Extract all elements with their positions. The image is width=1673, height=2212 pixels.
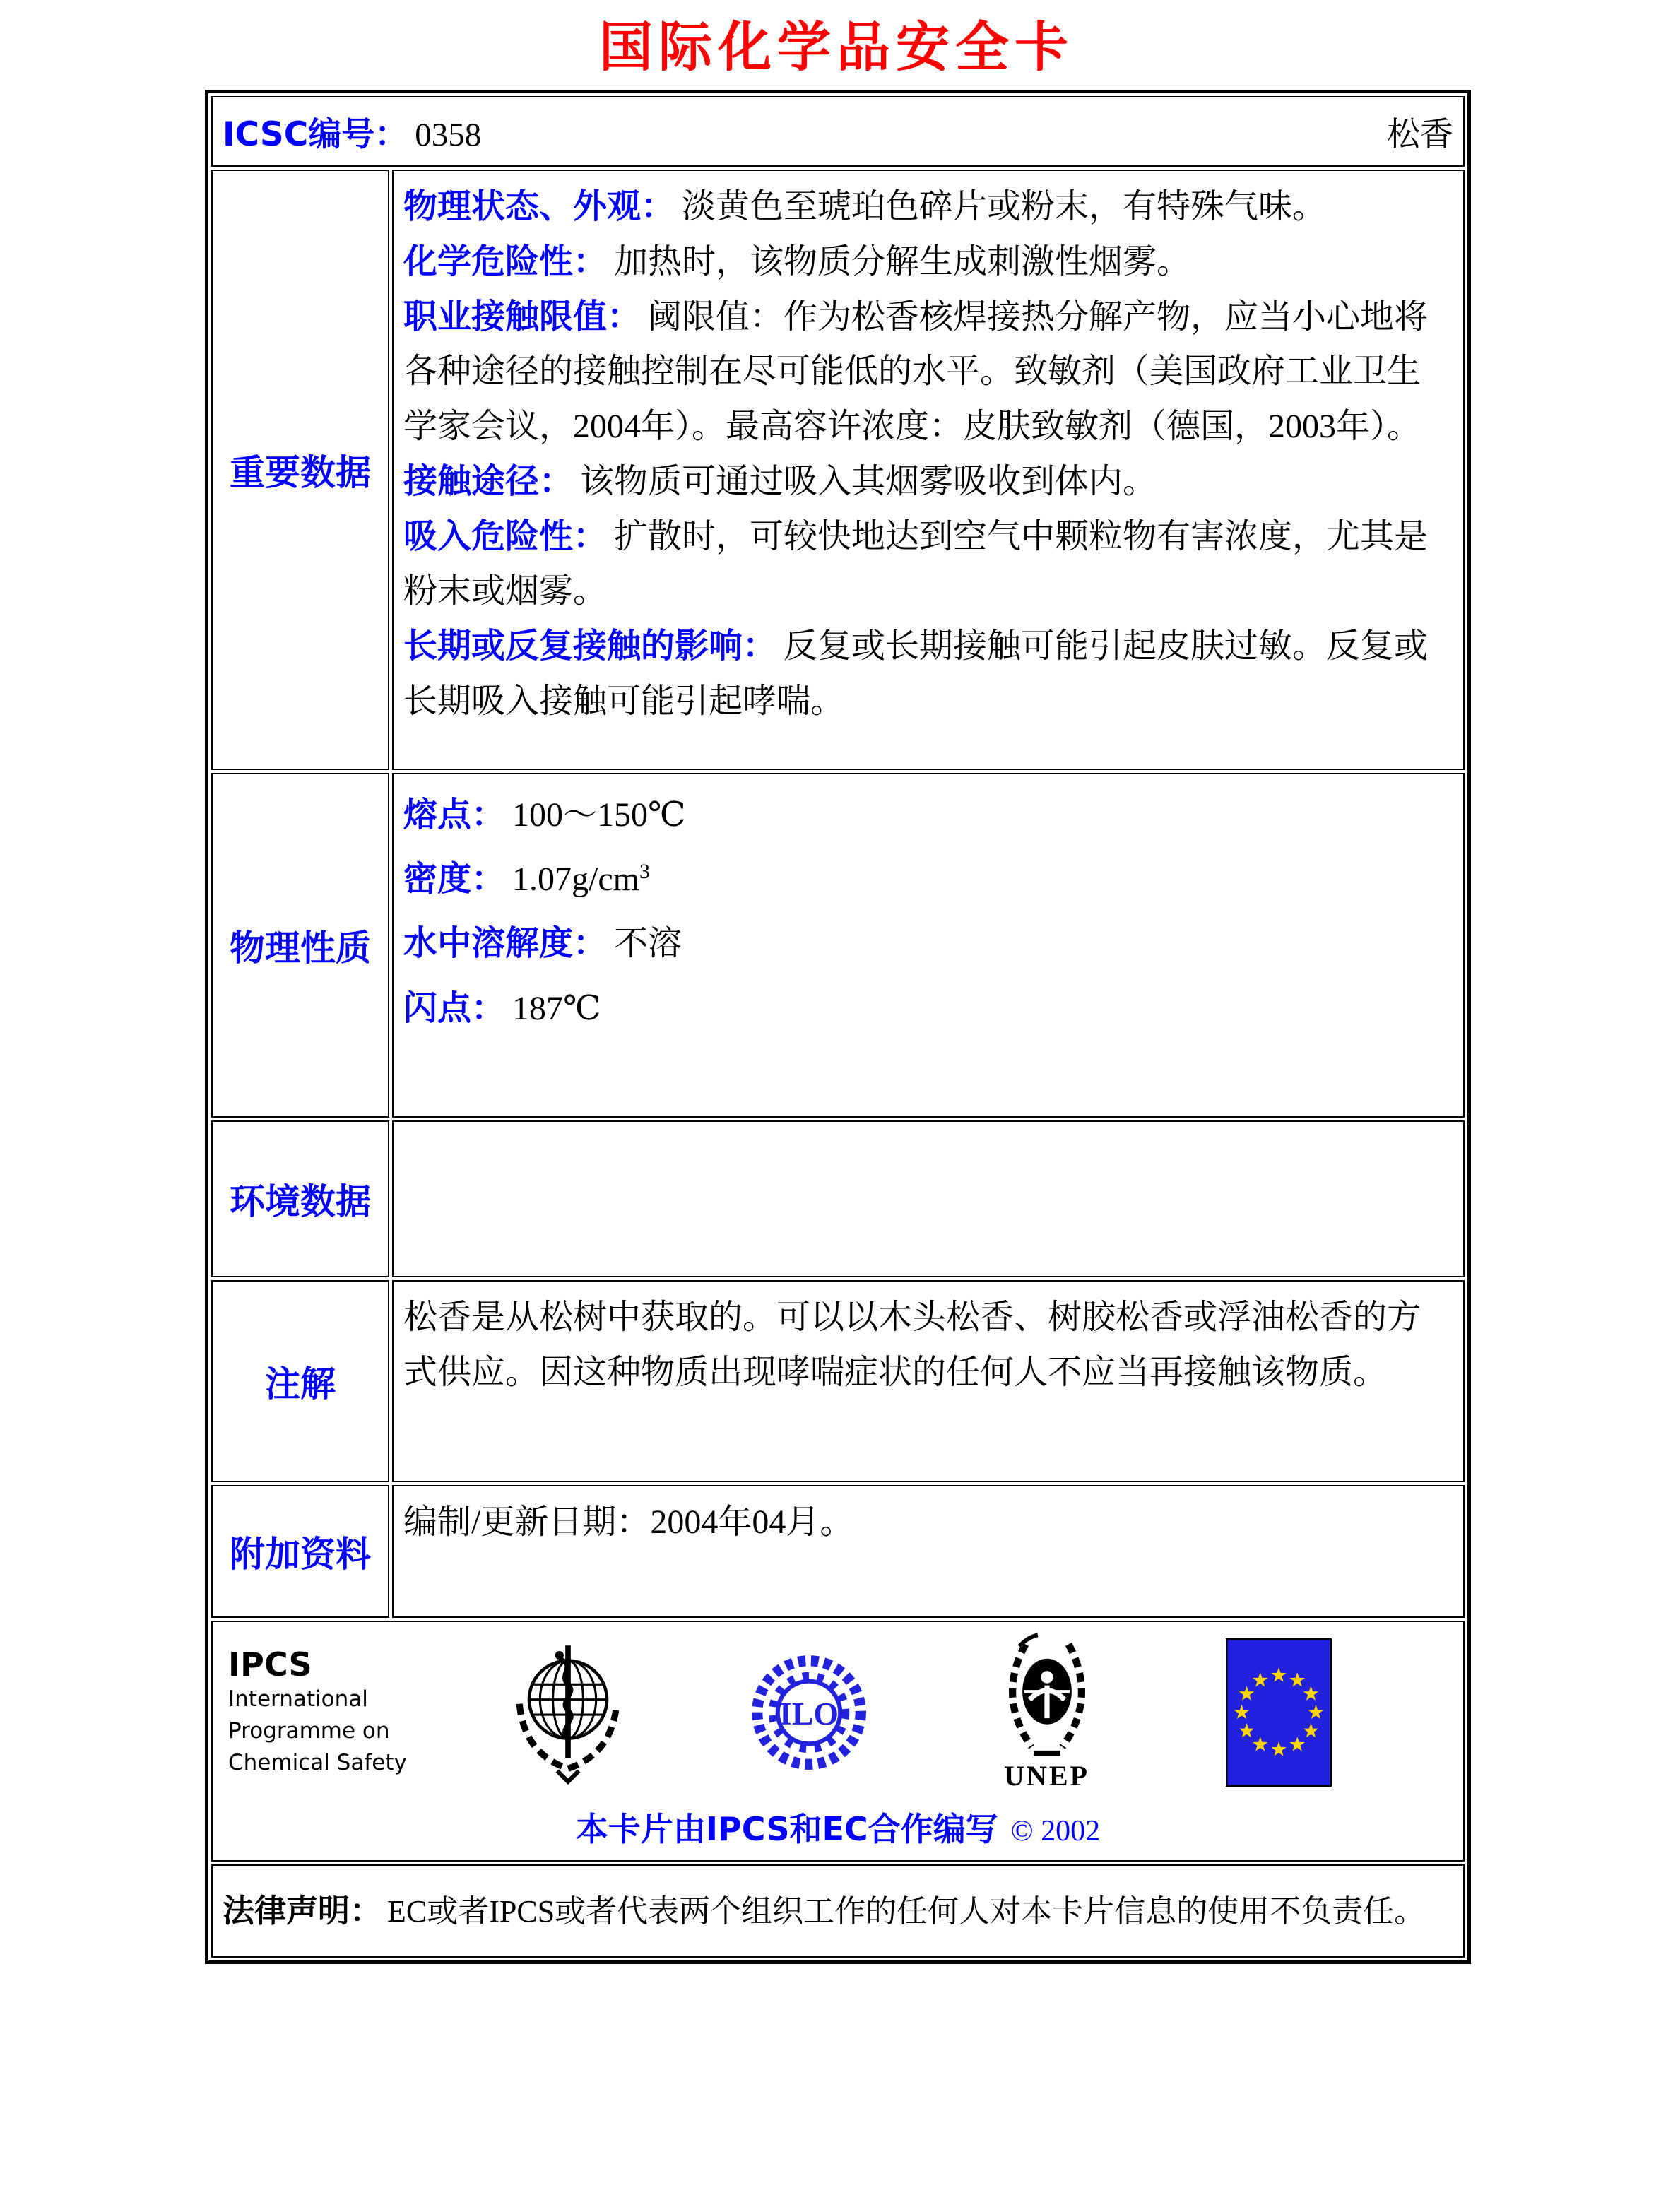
long-term-effects-paragraph xyxy=(403,619,1453,729)
ipcs-acronym: IPCS xyxy=(228,1645,312,1684)
ilo-letters: ILO xyxy=(779,1695,839,1732)
additional-info-row xyxy=(211,1485,1465,1618)
eu-flag-box xyxy=(1226,1638,1332,1787)
exposure-route-label: 接触途径： xyxy=(403,461,574,501)
important-data-content xyxy=(392,170,1465,770)
icsc-number-label: ICSC编号： xyxy=(223,114,408,154)
long-term-effects-text: 反复或长期接触可能引起皮肤过敏。反复或长期吸入接触可能引起哮喘。 xyxy=(403,627,1429,720)
legal-text: EC或者IPCS或者代表两个组织工作的任何人对本卡片信息的使用不负责任。 xyxy=(387,1894,1426,1929)
ipcs-line-2: Programme on xyxy=(228,1718,390,1744)
ipcs-block xyxy=(220,1645,447,1779)
ipcs-line-3: Chemical Safety xyxy=(228,1749,407,1775)
important-data-row-label: 重要数据 xyxy=(211,170,389,770)
density-label: 密度： xyxy=(403,859,506,899)
who-logo-box xyxy=(509,1633,627,1792)
exposure-route-text: 该物质可通过吸入其烟雾吸收到体内。 xyxy=(580,462,1157,500)
exposure-limit-label: 职业接触限值： xyxy=(403,296,642,336)
chemical-danger-text: 加热时，该物质分解生成刺激性烟雾。 xyxy=(614,242,1191,280)
important-data-row xyxy=(211,170,1465,770)
additional-info-row-label: 附加资料 xyxy=(211,1485,389,1618)
organizations-strip xyxy=(220,1632,1456,1792)
chemical-danger-label: 化学危险性： xyxy=(403,241,608,281)
organizations-cell xyxy=(211,1621,1465,1862)
icsc-number-value: 0358 xyxy=(415,116,482,153)
density-line xyxy=(403,847,1453,911)
credit-text: 本卡片由IPCS和EC合作编写 xyxy=(575,1810,998,1848)
physical-properties-content xyxy=(392,773,1465,1118)
organizations-row xyxy=(211,1621,1465,1862)
inhalation-risk-paragraph xyxy=(403,509,1453,620)
physical-properties-row xyxy=(211,773,1465,1118)
environment-data-row-label: 环境数据 xyxy=(211,1120,389,1277)
icsc-card-table xyxy=(205,90,1471,1964)
logo-strip xyxy=(447,1632,1456,1792)
exposure-limit-paragraph xyxy=(403,290,1453,454)
inhalation-risk-label: 吸入危险性： xyxy=(403,516,608,556)
exposure-limit-text: 阈限值：作为松香核焊接热分解产物，应当小心地将各种途径的接触控制在尽可能低的水平。致敏剂（美国政府工业卫生学家会议，2004年）。最高容许浓度：皮肤致敏剂（德国，2003年）。 xyxy=(403,297,1429,445)
substance-name: 松香 xyxy=(1387,116,1453,153)
notes-content: 松香是从松树中获取的。可以以木头松香、树胶松香或浮油松香的方式供应。因这种物质出现哮喘症状的任何人不应当再接触该物质。 xyxy=(392,1280,1465,1482)
flash-point-label: 闪点： xyxy=(403,988,506,1028)
unep-logo-box xyxy=(991,1632,1104,1792)
exposure-route-paragraph xyxy=(403,454,1453,509)
water-solubility-value: 不溶 xyxy=(614,925,682,963)
legal-label: 法律声明： xyxy=(223,1892,382,1929)
physical-state-text: 淡黄色至琥珀色碎片或粉末，有特殊气味。 xyxy=(682,188,1327,225)
ilo-logo-box xyxy=(750,1637,868,1788)
header-row xyxy=(211,96,1465,167)
flash-point-line xyxy=(403,976,1453,1041)
physical-state-label: 物理状态、外观： xyxy=(403,187,675,226)
ilo-emblem-icon xyxy=(750,1637,868,1788)
eu-flag-icon xyxy=(1226,1638,1332,1787)
additional-info-content: 编制/更新日期：2004年04月。 xyxy=(392,1485,1465,1618)
unep-emblem-icon xyxy=(991,1632,1104,1763)
notes-row xyxy=(211,1280,1465,1482)
density-value: 1.07g/cm xyxy=(512,860,639,899)
melting-point-label: 熔点： xyxy=(403,795,506,834)
ipcs-line-1: International xyxy=(228,1686,368,1713)
long-term-effects-label: 长期或反复接触的影响： xyxy=(403,626,777,666)
melting-point-line xyxy=(403,783,1453,847)
density-superscript: 3 xyxy=(639,860,650,884)
legal-cell xyxy=(211,1864,1465,1958)
environment-data-content xyxy=(392,1120,1465,1277)
unep-caption: UNEP xyxy=(1004,1760,1089,1792)
notes-row-label: 注解 xyxy=(211,1280,389,1482)
water-solubility-line xyxy=(403,911,1453,976)
water-solubility-label: 水中溶解度： xyxy=(403,923,608,964)
melting-point-value: 100～150℃ xyxy=(512,796,686,834)
who-emblem-icon xyxy=(509,1633,627,1792)
copyright-text: © 2002 xyxy=(1010,1815,1101,1847)
inhalation-risk-text: 扩散时，可较快地达到空气中颗粒物有害浓度，尤其是粉末或烟雾。 xyxy=(403,517,1429,610)
page-title: 国际化学品安全卡 xyxy=(599,16,1074,78)
physical-properties-row-label: 物理性质 xyxy=(211,773,389,1118)
environment-data-row xyxy=(211,1120,1465,1277)
header-cell xyxy=(211,96,1465,167)
credit-line xyxy=(220,1804,1456,1850)
icsc-number-group xyxy=(223,108,481,155)
physical-state-paragraph xyxy=(403,179,1453,235)
legal-row xyxy=(211,1864,1465,1958)
flash-point-value: 187℃ xyxy=(512,989,601,1027)
chemical-danger-paragraph xyxy=(403,235,1453,290)
